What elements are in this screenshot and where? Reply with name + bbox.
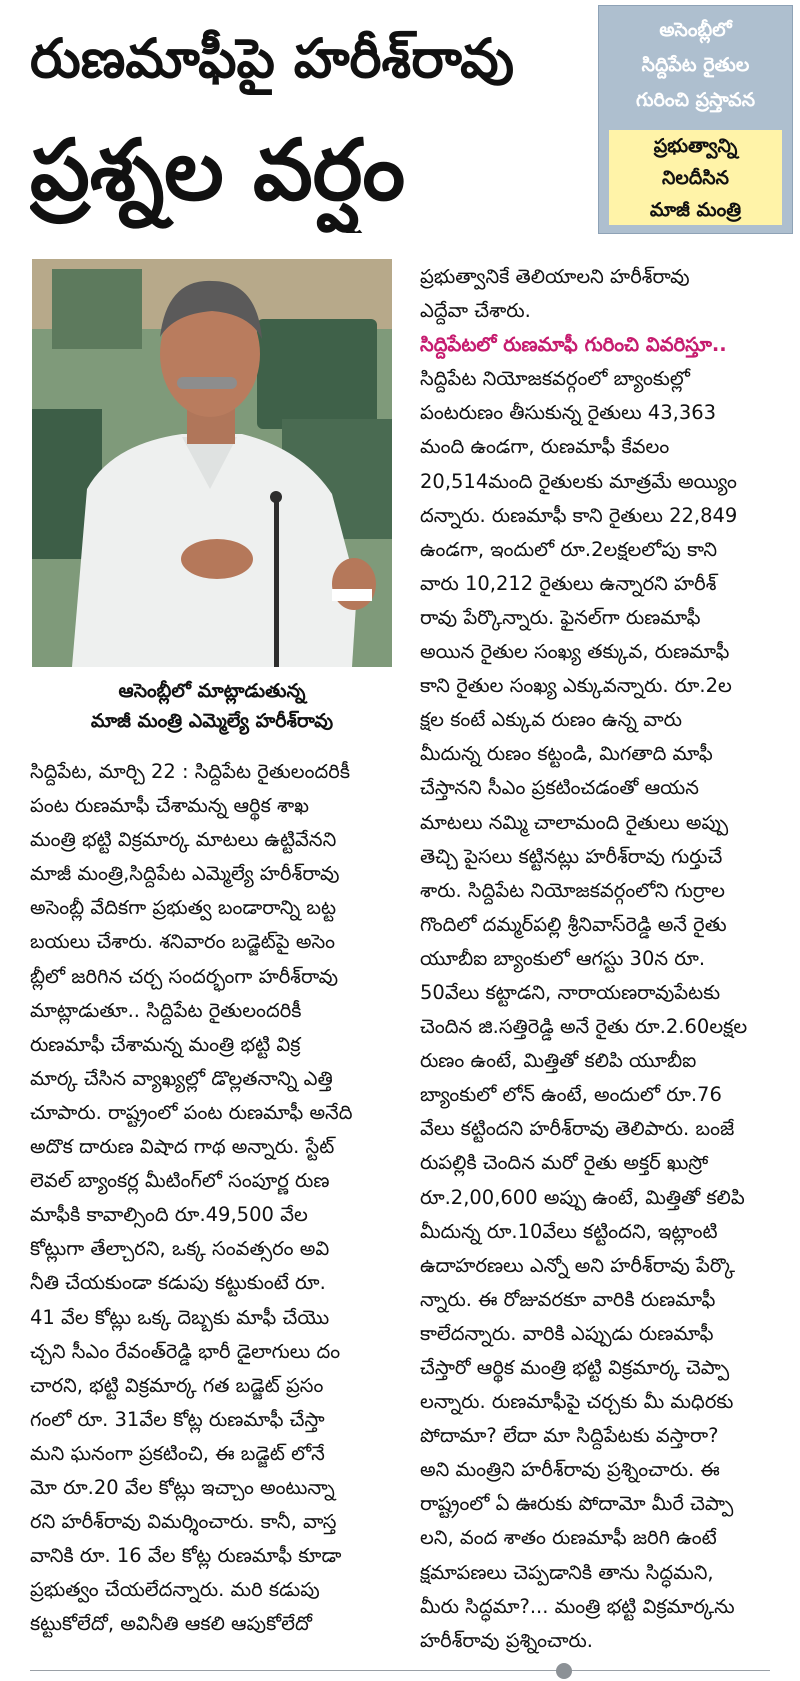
- article-line: రుణం ఉంటే, మిత్తితో కలిపి యూబీఐ: [420, 1049, 697, 1073]
- article-line: కాలేదన్నారు. వారికి ఎప్పుడు రుణమాఫీ: [420, 1321, 714, 1345]
- article-line: ప్రభుత్వానికే తెలియాలని హరీశ్‌రావు: [420, 265, 690, 288]
- article-line: రని హరీశ్‌రావు విమర్శించారు. కానీ, వాస్త: [30, 1510, 337, 1534]
- article-line: శారు. సిద్దిపేట నియోజకవర్గంలోని గుర్రాల: [420, 878, 725, 902]
- article-line: రుణమాఫీ చేశామన్న మంత్రి భట్టి విక్ర: [30, 1032, 301, 1056]
- article-line: రాష్ట్రంలో ఏ ఊరుకు పోదామో మీరే చెప్పా: [420, 1492, 734, 1516]
- article-line: బ్యాంకులో లోన్ ఉంటే, అందులో రూ.76: [420, 1083, 722, 1107]
- article-line: 50వేలు కట్టాడని, నారాయణరావుపేటకు: [420, 980, 721, 1004]
- article-line: కోట్లుగా తేల్చారని, ఒక్క సంవత్సరం అవి: [30, 1237, 330, 1261]
- article-line: మాఫీకి కావాల్సింది రూ.49,500 వేల: [30, 1203, 308, 1227]
- article-line: చెందిన జి.సత్తిరెడ్డి అనే రైతు రూ.2.60లక్షల: [420, 1015, 748, 1039]
- article-line: మంది ఉండగా, రుణమాఫీ కేవలం: [420, 435, 670, 459]
- article-line: క్షమాపణలు చెప్పడానికి తాను సిద్ధమని,: [420, 1560, 714, 1584]
- sidebox-highlight: [609, 130, 782, 225]
- article-line: కాని రైతుల సంఖ్య ఎక్కువన్నారు. రూ.2ల: [420, 674, 732, 698]
- headline-line-1: రుణమాఫీపై హరీశ్‌రావు: [30, 27, 515, 90]
- article-line: 41 వేల కోట్లు ఒక్క దెబ్బకు మాఫీ చేయొ: [30, 1305, 330, 1329]
- article-line: మీదున్న రూ.10వేలు కట్టిందని, ఇట్లాంటి: [420, 1219, 718, 1243]
- footer-dot-icon: [556, 1663, 572, 1679]
- article-line: సిద్దిపేట నియోజకవర్గంలో బ్యాంకుల్లో: [420, 367, 690, 391]
- article-line: నీతి చేయకుండా కడుపు కట్టుకుంటే రూ.: [30, 1271, 326, 1295]
- article-line: ప్రభుత్వం చేయలేదన్నారు. మరి కడుపు: [30, 1578, 320, 1602]
- article-right-column: [420, 260, 788, 1658]
- article-line: ఉండగా, ఇందులో రూ.2లక్షలలోపు కాని: [420, 537, 718, 561]
- article-line: న్నారు. ఈ రోజువరకూ వారికి రుణమాఫీ: [420, 1287, 716, 1311]
- article-line: గంలో రూ. 31వేల కోట్ల రుణమాఫీ చేస్తా: [30, 1407, 325, 1431]
- article-line: చూపారు. రాష్ట్రంలో పంట రుణమాఫీ అనేది: [30, 1100, 353, 1124]
- article-line: బయలు చేశారు. శనివారం బడ్జెట్‌పై అసెం: [30, 930, 336, 954]
- article-line: లన్నారు. రుణమాఫీపై చర్చకు మీ మధిరకు: [420, 1390, 734, 1414]
- article-line: మని ఘనంగా ప్రకటించి, ఈ బడ్జెట్ లోనే: [30, 1441, 325, 1465]
- sidebox-bottom-line: ప్రభుత్వాన్ని: [653, 134, 738, 157]
- article-line: మాజీ మంత్రి,సిద్దిపేట ఎమ్మెల్యే హరీశ్‌రావు: [30, 862, 340, 886]
- article-line: వారు 10,212 రైతులు ఉన్నారని హరీశ్: [420, 571, 717, 595]
- sidebox-top-line: గురించి ప్రస్తావన: [635, 88, 756, 111]
- article-line: లెవల్ బ్యాంకర్ల మీటింగ్‌లో సంపూర్ణ రుణ: [30, 1169, 330, 1193]
- article-line: చేస్తారో ఆర్థిక మంత్రి భట్టి విక్రమార్క చెప్పా: [420, 1356, 730, 1379]
- article-line: చేస్తానని సీఎం ప్రకటించడంతో ఆయన: [420, 776, 699, 800]
- info-sidebox: [598, 5, 793, 234]
- article-line: అసెంబ్లీ వేదికగా ప్రభుత్వ బండారాన్ని బట్ట: [30, 896, 337, 920]
- sidebox-bottom-line: నిలదీసిన: [662, 166, 729, 189]
- article-line: తెచ్చి పైసలు కట్టినట్లు హరీశ్‌రావు గుర్తుచే: [420, 844, 723, 868]
- article-line: వానికి రూ. 16 వేల కోట్ల రుణమాఫీ కూడా: [30, 1544, 342, 1568]
- headline-line-2: ప్రశ్నల వర్షం: [30, 121, 406, 219]
- article-left-column: [30, 755, 392, 1641]
- caption-line: మాజీ మంత్రి ఎమ్మెల్యే హరీశ్‌రావు: [90, 710, 334, 732]
- article-subheading: సిద్దిపేటలో రుణమాఫీ గురించి వివరిస్తూ..: [420, 333, 727, 357]
- article-line: పంట రుణమాఫీ చేశామన్న ఆర్థిక శాఖ: [30, 794, 309, 818]
- article-line: మీదున్న రుణం కట్టండి, మిగతాది మాఫీ: [420, 742, 713, 766]
- article-line: మాట్లాడుతూ.. సిద్దిపేట రైతులందరికీ: [30, 998, 302, 1022]
- article-line: రుపల్లికి చెందిన మరో రైతు అక్తర్ ఖుస్రో: [420, 1151, 709, 1175]
- article-line: ఎద్దేవా చేశారు.: [420, 299, 531, 323]
- article-line: క్షల కంటే ఎక్కువ రుణం ఉన్న వారు: [420, 708, 682, 732]
- article-line: పోదామా? లేదా మా సిద్దిపేటకు వస్తారా?: [420, 1424, 719, 1448]
- article-line: సిద్దిపేట, మార్చి 22 : సిద్దిపేట రైతులందరికీ: [30, 760, 351, 783]
- article-line: రావు పేర్కొన్నారు. ఫైనల్‌గా రుణమాఫీ: [420, 605, 701, 629]
- sidebox-top-line: సిద్దిపేట రైతుల: [641, 53, 750, 76]
- article-line: బ్లీలో జరిగిన చర్చ సందర్భంగా హరీశ్‌రావు: [30, 964, 339, 988]
- article-line: యూబీఐ బ్యాంకులో ఆగస్టు 30న రూ.: [420, 946, 706, 970]
- sidebox-top-line: అసెంబ్లీలో: [659, 18, 732, 41]
- footer-divider: [30, 1670, 770, 1671]
- sidebox-bottom-line: మాజీ మంత్రి: [649, 198, 742, 221]
- article-line: మో రూ.20 వేల కోట్లు ఇచ్చాం అంటున్నా: [30, 1475, 335, 1499]
- article-line: కట్టుకోలేదో, అవినీతి ఆకలి ఆపుకోలేదో: [30, 1612, 312, 1636]
- article-line: అని మంత్రిని హరీశ్‌రావు ప్రశ్నించారు. ఈ: [420, 1458, 720, 1482]
- article-line: చారని, భట్టి విక్రమార్క గత బడ్జెట్ ప్రసం: [30, 1373, 324, 1397]
- speaker-photo-illustration: [32, 259, 392, 667]
- article-line: గొందిలో దమ్మర్‌పల్లి శ్రీనివాస్‌రెడ్డి అనే రైతు: [420, 912, 727, 936]
- article-line: చ్చని సీఎం రేవంత్‌రెడ్డి భారీ డైలాగులు దం: [30, 1339, 341, 1363]
- article-line: అయిన రైతుల సంఖ్య తక్కువ, రుణమాఫీ: [420, 640, 730, 664]
- article-line: దన్నారు. రుణమాఫీ కాని రైతులు 22,849: [420, 503, 738, 527]
- article-line: వేలు కట్టిందని హరీశ్‌రావు తెలిపారు. బంజే: [420, 1117, 735, 1141]
- article-line: హరీశ్‌రావు ప్రశ్నించారు.: [420, 1628, 593, 1652]
- article-line: పంటరుణం తీసుకున్న రైతులు 43,363: [420, 401, 717, 425]
- article-line: అదొక దారుణ విషాద గాథ అన్నారు. స్టేట్: [30, 1135, 335, 1159]
- photo-caption: [32, 676, 392, 736]
- caption-line: ఆసెంబ్లీలో మాట్లాడుతున్న: [118, 680, 306, 702]
- article-line: లని, వంద శాతం రుణమాఫీ జరిగి ఉంటే: [420, 1526, 717, 1550]
- article-line: మార్క చేసిన వ్యాఖ్యల్లో డొల్లతనాన్ని ఎత్తి: [30, 1066, 333, 1090]
- article-line: మీరు సిద్ధమా?... మంత్రి భట్టి విక్రమార్కను: [420, 1594, 735, 1618]
- article-line: రూ.2,00,600 అప్పు ఉంటే, మిత్తితో కలిపి: [420, 1185, 745, 1209]
- article-line: ఉదాహరణలు ఎన్నో అని హరీశ్‌రావు పేర్కొ: [420, 1253, 735, 1277]
- sidebox-top: [599, 6, 792, 124]
- speaker-photo: [32, 259, 392, 667]
- article-line: 20,514మంది రైతులకు మాత్రమే అయ్యిం: [420, 469, 737, 493]
- article-line: మంత్రి భట్టి విక్రమార్క మాటలు ఉట్టివేనని: [30, 828, 337, 852]
- article-line: మాటలు నమ్మి చాలామంది రైతులు అప్పు: [420, 810, 729, 834]
